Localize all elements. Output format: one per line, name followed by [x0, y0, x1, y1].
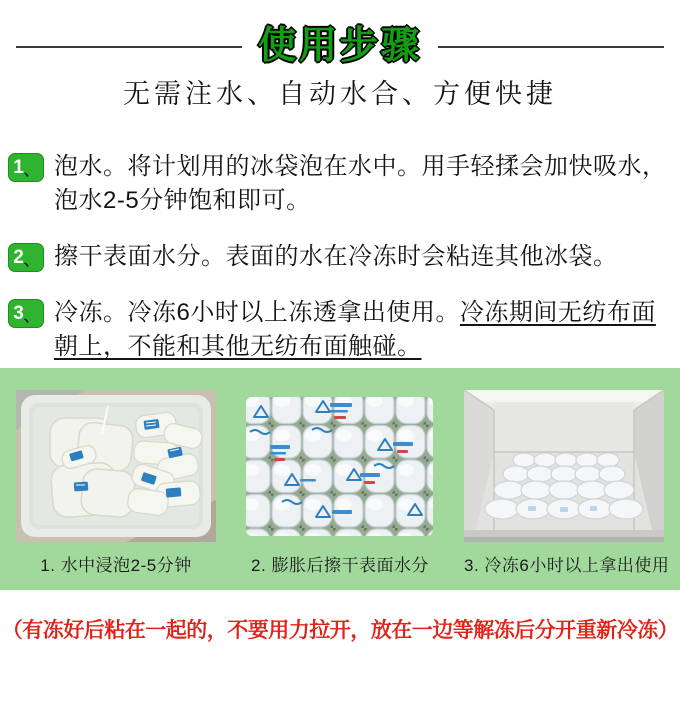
- soak-photo: [16, 390, 216, 542]
- figure-soak: [16, 390, 216, 576]
- step-number: 2: [13, 247, 24, 268]
- step-text-plain: 泡水。将计划用的冰袋泡在水中。用手轻揉会加快吸水，泡水2-5分钟饱和即可。: [54, 153, 667, 214]
- step-text-underlined: 冷冻期间无纺布面朝上，不能和其他无纺布面触碰。: [54, 299, 656, 360]
- step-number: 3: [13, 303, 24, 324]
- steps-list: [8, 150, 674, 364]
- page-title: 使用步骤: [258, 25, 423, 67]
- step-number-comma: 、: [23, 308, 39, 325]
- page-subtitle: 无需注水、自动水合、方便快捷: [123, 79, 557, 109]
- step-number-badge-3: [8, 299, 44, 328]
- step-text-1: [54, 150, 674, 218]
- step-row-1: [8, 150, 674, 218]
- figure-wipe: [240, 390, 440, 576]
- photo-caption: 3. 冷冻6小时以上拿出使用: [464, 556, 670, 575]
- step-number-badge-2: [8, 243, 44, 272]
- header: [0, 26, 680, 68]
- step-text-3: [54, 296, 674, 364]
- photo-caption: 2. 膨胀后擦干表面水分: [251, 556, 429, 575]
- step-number-badge-1: [8, 153, 44, 182]
- step-row-2: [8, 240, 674, 274]
- step-number-comma: 、: [23, 252, 39, 269]
- step-number: 1: [13, 157, 24, 178]
- step-row-3: [8, 296, 674, 364]
- gallery-figures: [0, 368, 680, 576]
- photo-caption: 1. 水中浸泡2-5分钟: [40, 556, 192, 575]
- gallery-band: [0, 368, 680, 590]
- step-text-plain: 冷冻。冷冻6小时以上冻透拿出使用。: [54, 299, 460, 326]
- right-divider-line: [438, 46, 664, 48]
- step-text-2: [54, 240, 674, 274]
- left-divider-line: [16, 46, 242, 48]
- step-text-plain: 擦干表面水分。表面的水在冷冻时会粘连其他冰袋。: [54, 243, 618, 270]
- figure-freeze: [464, 390, 670, 576]
- freeze-photo: [464, 390, 664, 542]
- warning-note: （有冻好后粘在一起的，不要用力拉开，放在一边等解冻后分开重新冷冻）: [1, 619, 679, 642]
- wipe-photo: [240, 390, 440, 542]
- step-number-comma: 、: [23, 162, 39, 179]
